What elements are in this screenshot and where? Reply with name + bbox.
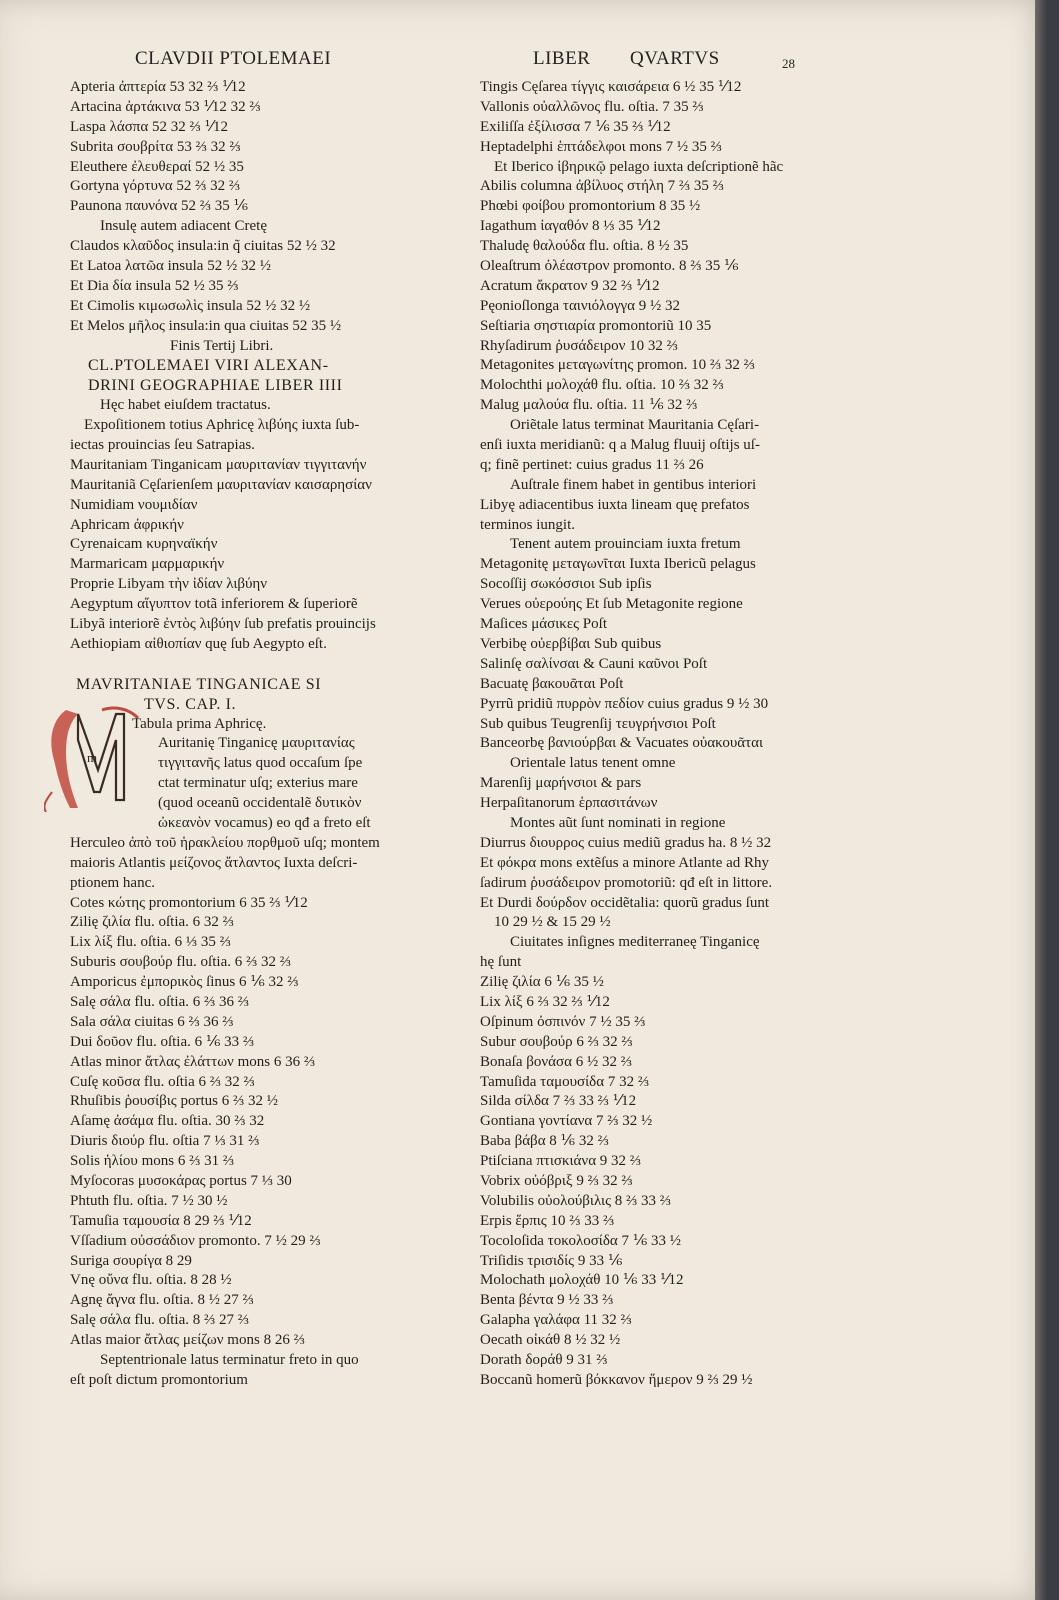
table-row: Exiliſſa ἐξίλισσα 7 ⅙ 35 ⅔ ⅟12 [480,118,671,135]
table-row: Volubilis οὐολούβιλις 8 ⅔ 33 ⅔ [480,1192,672,1209]
svg-text:m: m [87,750,98,765]
table-row: Rhyſadirum ῥυσάδειρον 10 32 ⅔ [480,337,678,354]
running-head-left: CLAVDII PTOLEMAEI [135,48,332,69]
list-item: Salinſę σαλίνσαι & Cauni καῦνοι Poſt [480,655,708,672]
table-row: Et Latoa λατῶα insula 52 ½ 32 ½ [70,258,271,275]
table-row: Ptiſciana πτισκιάνα 9 32 ⅔ [480,1153,642,1170]
table-row: Phtuth flu. oſtia. 7 ½ 30 ½ [70,1192,228,1209]
table-row: Salę σάλα flu. oſtia. 6 ⅔ 36 ⅔ [70,993,249,1010]
table-row: Thaludę θαλούδα flu. oſtia. 8 ½ 35 [480,238,689,255]
table-row: Agnę ἄγνα flu. oſtia. 8 ½ 27 ⅔ [70,1292,254,1309]
text-line: Auſtrale finem habet in gentibus interiori [510,476,757,493]
table-row: Oleaſtrum ὀλέαστρον promonto. 8 ⅔ 35 ⅙ [480,258,739,275]
list-item: Metagonitę μεταγωνῖται Iuxta Ibericũ pelagus [480,556,756,573]
text-line: Et Iberico ἰβηρικῷ pelago iuxta deſcriptionẽ hãc [494,158,784,175]
list-item: Sub quibus Teugrenſij τευγρήνσιοι Poſt [480,715,716,732]
table-row: Diurrus διουρρος cuius mediũ gradus ha. 8 ½ 32 [480,834,772,851]
text-line: Orientale latus tenent omne [510,755,676,772]
table-row: Galapha γαλάφα 11 32 ⅔ [480,1312,632,1329]
text-line: Et Durdi δούρδον occidẽtalia: quorũ gradus ſunt [480,894,770,911]
table-row: Subrita σουβρίτα 53 ⅔ 32 ⅔ [70,138,241,155]
list-item: Socoſſij σωκόσσιοι Sub ipſis [480,576,652,593]
table-row: Dui δοῦον flu. oſtia. 6 ⅙ 33 ⅔ [70,1033,255,1050]
table-row: Benta βέντα 9 ½ 33 ⅔ [480,1292,614,1309]
table-row: Gontiana γοντίανα 7 ⅔ 32 ½ [480,1113,653,1130]
table-row: Myſocoras μυσοκάρας portus 7 ⅓ 30 [70,1172,292,1189]
table-row: Vallonis οὐαλλῶνος flu. oſtia. 7 35 ⅔ [480,98,704,115]
table-row: Tingis Cęſarea τίγγις καισάρεια 6 ½ 35 ⅟12 [480,79,742,95]
table-row: Boccanũ homerũ βόκκανον ἥμερον 9 ⅔ 29 ½ [480,1371,753,1388]
list-item: Numidiam νουμιδίαν [70,496,198,513]
table-row: Salę σάλα flu. oſtia. 8 ⅔ 27 ⅔ [70,1312,249,1329]
table-row: Artacina ἀρτάκινα 53 ⅟12 32 ⅔ [70,98,261,115]
table-row: Oſpinum ὀσπινόν 7 ½ 35 ⅔ [480,1013,646,1030]
tabula-heading: Tabula prima Aphricę. [132,715,267,732]
list-item: Libyã interiorẽ ἐντὸς λιβύην ſub prefatis prouincijs [70,616,376,633]
book-title: CL.PTOLEMAEI VIRI ALEXAN- [88,357,329,375]
list-item: Pyrrũ pridiũ πυρρὸν πεδίον cuius gradus 9 ½ 30 [480,695,769,712]
table-row: Rhuſibis ῥουσίβις portus 6 ⅔ 32 ½ [70,1093,278,1110]
list-item: Marenſij μαρήνσιοι & pars [480,775,642,792]
table-row: Phœbi φοίβου promontorium 8 35 ½ [480,198,701,215]
table-row: Subur σουβούρ 6 ⅔ 32 ⅔ [480,1033,633,1050]
finis-line: Finis Tertij Libri. [170,337,274,354]
table-row: Abilis columna ἀβίλυος στήλη 7 ⅔ 35 ⅔ [480,178,724,195]
list-item: Aethiopiam αἰθιοπίαν quę ſub Aegypto eſt. [70,635,327,652]
text-line: Oriẽtale latus terminat Mauritania Cęſari- [510,417,760,434]
left-column [70,78,470,1391]
table-row: Molochath μολοχάθ 10 ⅙ 33 ⅟12 [480,1272,684,1289]
table-row: Baba βάβα 8 ⅙ 32 ⅔ [480,1133,609,1150]
table-row: Cuſę κοῦσα flu. oſtia 6 ⅔ 32 ⅔ [70,1073,255,1090]
text-line: q; finẽ pertinet: cuius gradus 11 ⅔ 26 [480,456,704,473]
text-line: Auritanię Tinganicę μαυριτανίας [158,735,355,752]
table-row: Cotes κώτης promontorium 6 35 ⅔ ⅟12 [70,894,308,911]
table-row: Bonaſa βονάσα 6 ½ 32 ⅔ [480,1053,632,1070]
table-row: Gortyna γόρτυνα 52 ⅔ 32 ⅔ [70,178,241,195]
table-row: Tocoloſida τοκολοσίδα 7 ⅙ 33 ½ [480,1232,682,1249]
text-line: eſt poſt dictum promontorium [70,1371,248,1388]
table-row: Claudos κλαῦδος insula:in q̃ ciuitas 52 ½ 32 [70,238,336,255]
list-item: Proprie Libyam τὴν ἰδίαν λιβύην [70,576,268,593]
table-row: Vobrix οὐόβριξ 9 ⅔ 32 ⅔ [480,1172,633,1189]
table-row: Molochthi μολοχάθ flu. oſtia. 10 ⅔ 32 ⅔ [480,377,724,394]
text-line: Ciuitates inſignes mediterraneę Tinganicę [510,934,760,951]
text-line: Libyę adiacentibus iuxta lineam quę prefatos [480,496,750,513]
table-row: Triſidis τρισιδίς 9 33 ⅙ [480,1252,623,1269]
table-row: Acratum ἄκρατον 9 32 ⅔ ⅟12 [480,277,660,294]
text-line: Et φόκρα mons extẽſus a minore Atlante ad Rhy [480,854,770,871]
table-row: Atlas minor ἄτλας ἐλάττων mons 6 36 ⅔ [70,1053,316,1070]
text-line: Tenent autem prouinciam iuxta fretum [510,536,741,553]
table-row: Eleuthere ἐλευθεραί 52 ½ 35 [70,158,244,175]
text-line: 10 29 ½ & 15 29 ½ [494,914,611,931]
running-head-quartus: QVARTVS [630,48,720,69]
table-row: Malug μαλούα flu. oſtia. 11 ⅙ 32 ⅔ [480,397,698,414]
table-row: Solis ἡλίου mons 6 ⅔ 31 ⅔ [70,1153,235,1170]
text-line: ptionem hanc. [70,874,155,891]
table-row: Tamuſia ταμουσία 8 29 ⅔ ⅟12 [70,1212,252,1229]
table-row: Lix λίξ flu. oſtia. 6 ⅓ 35 ⅔ [70,934,231,951]
table-row: Et Cimolis κιμωσωλὶς insula 52 ½ 32 ½ [70,297,311,314]
table-row: Iagathum ἰαγαθόν 8 ⅓ 35 ⅟12 [480,218,661,235]
table-row: Et Melos μῆλος insula:in qua ciuitas 52 35 ½ [70,317,342,334]
table-row: Seſtiaria σηστιαρία promontoriũ 10 35 [480,317,712,334]
list-item: Mauritaniã Cęſarienſem μαυριτανίαν καισαρησίαν [70,476,372,493]
text-line: enſi iuxta meridianũ: q a Malug fluuij oſtijs uſ- [480,437,760,454]
spacer [70,655,470,675]
table-row: Metagonites μεταγωνίτης promon. 10 ⅔ 32 ⅔ [480,357,755,374]
text-line: Septentrionale latus terminatur freto in quo [100,1352,359,1368]
table-row: Silda σίλδα 7 ⅔ 33 ⅔ ⅟12 [480,1093,637,1110]
running-head-liber: LIBER [533,48,591,69]
table-row: Vſſadium οὐσσάδιον promonto. 7 ½ 29 ⅔ [70,1232,321,1249]
list-item: Mauritaniam Tinganicam μαυριτανίαν τιγγιτανήν [70,456,367,473]
table-row: Zilię ζιλία flu. oſtia. 6 32 ⅔ [70,914,234,931]
folio-number: 28 [782,56,795,71]
right-column [480,78,820,1391]
text-line: ὠκεανὸν vocamus) eo qđ a freto eſt [158,814,371,831]
table-row: Aſamę ἀσάμα flu. oſtia. 30 ⅔ 32 [70,1113,265,1130]
text-line: hę ſunt [480,954,522,971]
list-item: Aegyptum αἴγυπτον totã inferiorem & ſuperiorẽ [70,596,358,613]
list-item: Bacuatę βακουᾶται Poſt [480,675,624,692]
list-item: Aphricam ἀφρικήν [70,516,184,533]
list-item: Banceorbę βανιούρβαι & Vacuates οὐακουᾶται [480,735,764,752]
table-row: Diuris διούρ flu. oſtia 7 ⅓ 31 ⅔ [70,1133,260,1150]
table-row: Zilię ζιλία 6 ⅙ 35 ½ [480,974,604,991]
table-row: Apteria ἀπτερία 53 32 ⅔ ⅟12 [70,79,246,95]
text-line: maioris Atlantis μείζονος ἄτλαντος Iuxta deſcri- [70,854,358,871]
table-row: Et Dia δία insula 52 ½ 35 ⅔ [70,277,239,294]
text-line: Expoſitionem totius Aphricę λιβύης iuxta ſub- [84,417,360,434]
text-line: terminos iungit. [480,516,575,533]
list-item: Maſices μάσικες Poſt [480,616,607,633]
text-line: ſadirum ῥυσάδειρον promotoriũ: qđ eſt in littore. [480,874,773,891]
list-item: Herpaſitanorum ἑρπασιτάνων [480,795,658,812]
text-line: Montes aũt ſunt nominati in regione [510,814,726,831]
text-line: τιγγιτανῆς latus quod occaſum ſpe [158,755,363,772]
table-row: Erpis ἕρπις 10 ⅔ 33 ⅔ [480,1212,615,1229]
list-item: Verues οὐερούης Et ſub Metagonite regione [480,596,743,613]
text-line: (quod oceanũ occidentalẽ δυτικὸν [158,795,362,812]
list-item: Marmaricam μαρμαρικήν [70,556,225,573]
chapter-title: TVS. CAP. I. [144,695,237,713]
text-line: Herculeo ἀπὸ τοῦ ἡρακλείου πορθμοῦ uſq; montem [70,834,380,851]
table-row: Dorath δοράθ 9 31 ⅔ [480,1352,608,1368]
table-row: Laspa λάσπα 52 32 ⅔ ⅟12 [70,118,228,135]
table-row: Paunona παυνόνα 52 ⅔ 35 ⅙ [70,198,248,215]
text-line: Hęc habet eiuſdem tractatus. [100,397,271,414]
text-line: Insulę autem adiacent Cretę [100,218,268,235]
text-line: iectas prouincias ſeu Satrapias. [70,437,255,454]
table-row: Heptadelphi ἑπτάδελφοι mons 7 ½ 35 ⅔ [480,138,722,155]
table-row: Atlas maior ἄτλας μείζων mons 8 26 ⅔ [70,1332,305,1349]
table-row: Vnę οὔνα flu. oſtia. 8 28 ½ [70,1272,232,1289]
text-line: ctat terminatur uſq; exterius mare [158,775,358,792]
page-edge [1035,0,1047,1600]
table-row: Sala σάλα ciuitas 6 ⅔ 36 ⅔ [70,1013,234,1030]
table-row: Pęonioſlonga ταινιόλογγα 9 ½ 32 [480,297,681,314]
table-row: Lix λίξ 6 ⅔ 32 ⅔ ⅟12 [480,993,610,1010]
table-row: Suburis σουβούρ flu. oſtia. 6 ⅔ 32 ⅔ [70,954,291,971]
table-row: Oecath οἰκάθ 8 ½ 32 ½ [480,1332,621,1349]
list-item: Verbibę οὐερβίβαι Sub quibus [480,635,662,652]
list-item: Cyrenaicam κυρηναϊκήν [70,536,218,553]
table-row: Suriga σουρίγα 8 29 [70,1252,192,1269]
chapter-title: MAVRITANIAE TINGANICAE SI [76,675,322,693]
book-title: DRINI GEOGRAPHIAE LIBER IIII [88,377,343,395]
table-row: Amporicus ἐμπορικὸς ſinus 6 ⅙ 32 ⅔ [70,974,299,991]
table-row: Tamuſida ταμουσίδα 7 32 ⅔ [480,1073,650,1090]
